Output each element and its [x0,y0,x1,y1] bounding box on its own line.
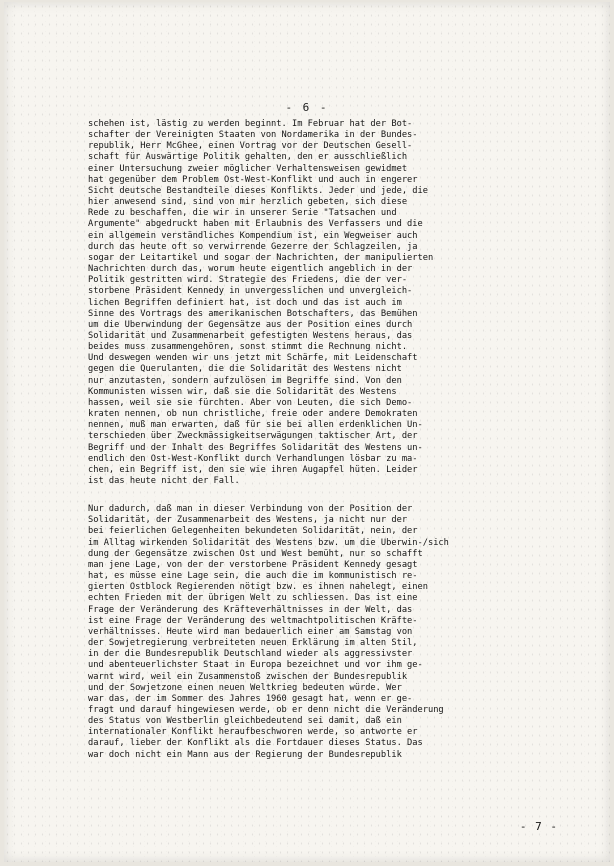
text-line: Sicht deutsche Bestandteile dieses Konflikts. Jeder und jede, die [88,185,428,196]
text-line: der Sowjetregierung verbreiteten neuen Erklärung im alten Stil, [88,638,418,649]
text-line: dung der Gegensätze zwischen Ost und West bemüht, nur so schafft [88,548,423,559]
paragraph-gap [88,487,558,504]
text-line: in der die Bundesrepublik Deutschland wieder als aggressivster [88,649,413,660]
text-line: terschieden über Zweckmässigkeitserwägungen taktischer Art, der [88,431,418,442]
text-line: bei feierlichen Gelegenheiten bekundeten Solidarität, nein, der [88,526,418,537]
text-line: Und deswegen wenden wir uns jetzt mit Schärfe, mit Leidenschaft [88,353,418,364]
text-line: verhältnisses. Heute wird man bedauerlich einer am Samstag von [88,626,413,637]
text-line: des Status von Westberlin gleichbedeutend sei damit, daß ein [88,716,402,727]
text-line: hat, es müsse eine Lage sein, die auch die im kommunistisch re- [88,571,418,582]
paragraph-2 [88,504,558,761]
text-line: darauf, lieber der Konflikt als die Fortdauer dieses Status. Das [88,738,423,749]
text-line: Begriff und der Inhalt des Begriffes Solidarität des Westens un- [88,442,423,453]
text-line: storbene Präsident Kennedy in unvergesslichen und unvergleich- [88,286,413,297]
next-page-number: - 7 - [519,820,558,833]
text-line: sogar der Leitartikel und sogar der Nachrichten, der manipulierten [88,252,434,263]
text-line: war das, der im Sommer des Jahres 1960 gesagt hat, wenn er ge- [88,693,413,704]
text-line: Frage der Veränderung des Kräfteverhältnisses in der Welt, das [88,604,413,615]
text-line: kraten nennen, ob nun christliche, freie oder andere Demokraten [88,409,418,420]
page-number: - 6 - [285,101,329,114]
text-line: ein allgemein verständliches Kompendium ist, ein Wegweiser auch [88,230,418,241]
text-line: im Alltag wirkenden Solidarität des Westens bzw. um die Überwin-/sich [88,537,449,548]
text-line: und abenteuerlichster Staat in Europa bezeichnet und vor ihm ge- [88,660,423,671]
text-line: chen, ein Begriff ist, den sie wie ihren Augapfel hüten. Leider [88,464,418,475]
text-line: hier anwesend sind, sind von mir herzlich gebeten, sich diese [88,197,408,208]
text-line: Nachrichten durch das, worum heute eigentlich angeblich in der [88,264,413,275]
text-line: hassen, weil sie sie fürchten. Aber von Leuten, die sich Demo- [88,397,413,408]
text-line: lichen Begriffen definiert hat, ist doch und das ist auch im [88,297,402,308]
text-line: Argumente" abgedruckt haben mit Erlaubnis des Verfassers und die [88,219,423,230]
text-line: gierten Ostblock Regierenden nötigt bzw. es ihnen nahelegt, einen [88,582,428,593]
text-line: durch das heute oft so verwirrende Gezerre der Schlagzeilen, ja [88,241,418,252]
paragraph-1 [88,119,558,487]
text-line: schafter der Vereinigten Staaten von Nordamerika in der Bundes- [88,130,418,141]
body-text [88,119,558,761]
text-line: schehen ist, lästig zu werden beginnt. Im Februar hat der Bot- [88,119,413,129]
text-line: um die Überwindung der Gegensätze aus der Position eines durch [88,319,413,330]
text-line: echten Frieden mit der übrigen Welt zu schliessen. Das ist eine [88,593,418,604]
text-line: Solidarität, der Zusammenarbeit des Westens, ja nicht nur der [88,515,408,526]
text-line: warnt wird, weil ein Zusammenstoß zwischen der Bundesrepublik [88,671,408,682]
document-page [4,2,610,862]
text-line: einer Untersuchung zweier möglicher Verhaltensweisen gewidmet [88,163,408,174]
text-line: Politik gestritten wird. Strategie des Friedens, die der ver- [88,275,408,286]
text-line: nur anzutasten, sondern aufzulösen im Begriffe sind. Von den [88,375,402,386]
text-line: hat gegenüber dem Problem Ost-West-Konflikt und auch in engerer [88,174,418,185]
text-line: fragt und darauf hingewiesen werde, ob er denn nicht die Veränderung [88,704,444,715]
text-line: man jene Lage, von der der verstorbene Präsident Kennedy gesagt [88,559,418,570]
text-line: war doch nicht ein Mann aus der Regierung der Bundesrepublik [88,749,402,760]
text-line: schaft für Auswärtige Politik gehalten, den er ausschließlich [88,152,408,163]
text-line: Nur dadurch, daß man in dieser Verbindung von der Position der [88,504,413,515]
text-line: Sinne des Vortrags des amerikanischen Botschafters, das Bemühen [88,308,418,319]
text-line: nennen, muß man erwarten, daß für sie bei allen erdenklichen Un- [88,420,423,431]
text-line: beides muss zusammengehören, sonst stimmt die Rechnung nicht. [88,342,408,353]
text-line: ist eine Frage der Veränderung des weltmachtpolitischen Kräfte- [88,615,418,626]
text-line: gegen die Querulanten, die die Solidarität des Westens nicht [88,364,402,375]
text-line: und der Sowjetzone einen neuen Weltkrieg bedeuten würde. Wer [88,682,402,693]
text-line: Rede zu beschaffen, die wir in unserer Serie "Tatsachen und [88,208,397,219]
text-line: ist das heute nicht der Fall. [88,476,240,486]
text-line: republik, Herr McGhee, einen Vortrag vor der Deutschen Gesell- [88,141,413,152]
text-line: internationaler Konflikt heraufbeschworen werde, so antworte er [88,727,418,738]
text-line: endlich den Ost-West-Konflikt durch Verhandlungen lösbar zu ma- [88,453,418,464]
text-line: Kommunisten wissen wir, daß sie die Solidarität des Westens [88,386,397,397]
text-line: Solidarität und Zusammenarbeit gefestigten Westens heraus, das [88,330,413,341]
